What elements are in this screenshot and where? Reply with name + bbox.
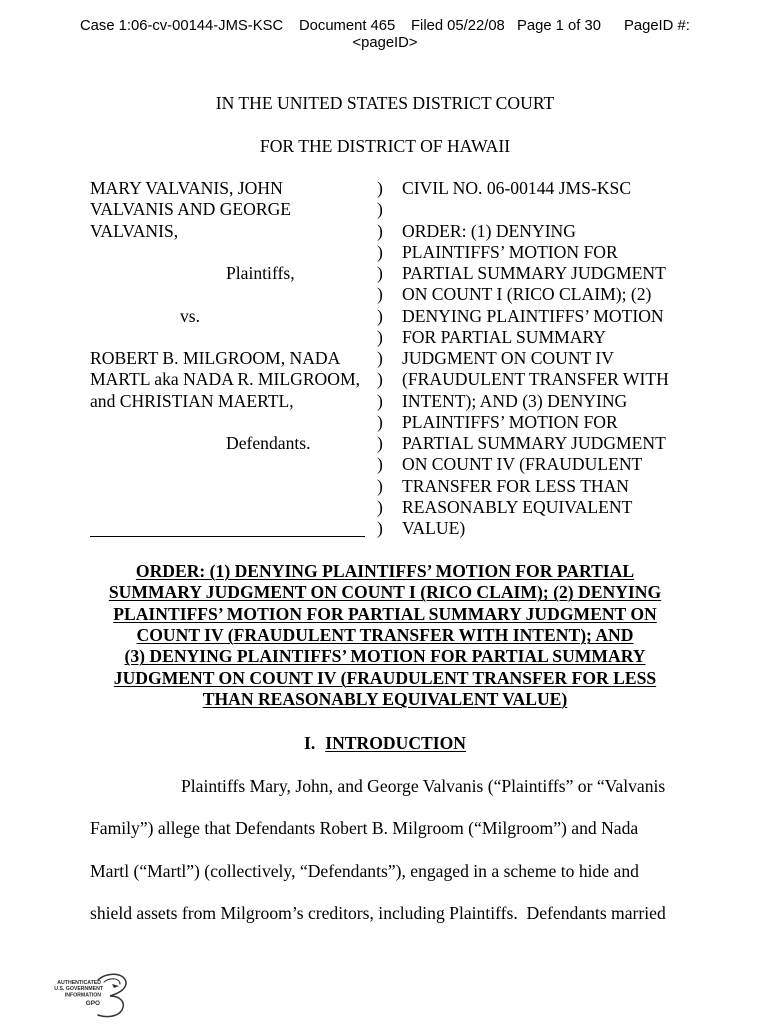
caption-row [0, 476, 770, 497]
body-line: Martl (“Martl”) (collectively, “Defendants”), engaged in a scheme to hide and [90, 860, 639, 881]
caption-row [0, 369, 770, 390]
caption-row [0, 412, 770, 433]
order-caption-line: (FRAUDULENT TRANSFER WITH [402, 369, 669, 390]
caption-separator: ) [377, 390, 383, 411]
gpo-authentication-logo [40, 970, 130, 1020]
page-id-value: <pageID> [352, 35, 418, 51]
caption-separator: ) [377, 199, 383, 220]
order-title-line: SUMMARY JUDGMENT ON COUNT I (RICO CLAIM); (2) DENYING [108, 582, 662, 603]
order-caption-line: ON COUNT IV (FRAUDULENT [402, 454, 643, 475]
court-district: FOR THE DISTRICT OF HAWAII [259, 136, 511, 156]
order-caption-line: REASONABLY EQUIVALENT [402, 496, 633, 517]
page-number: Page 1 of 30 [517, 18, 601, 34]
caption-separator: ) [377, 433, 383, 453]
order-caption-line: DENYING PLAINTIFFS’ MOTION [402, 305, 664, 326]
body-line: shield assets from Milgroom’s creditors, including Plaintiffs. Defendants married [90, 902, 666, 923]
gpo-logo-line: U.S. GOVERNMENT [54, 986, 103, 992]
filed-date: Filed 05/22/08 [411, 18, 505, 34]
caption-row [0, 199, 770, 220]
section-title: INTRODUCTION [325, 733, 467, 753]
order-caption-line: PARTIAL SUMMARY JUDGMENT [402, 433, 666, 453]
caption-separator: ) [377, 475, 383, 496]
plaintiff-name-line: MARY VALVANIS, JOHN [90, 178, 283, 198]
body-line: Family”) allege that Defendants Robert B. Milgroom (“Milgroom”) and Nada [90, 818, 639, 839]
caption-row [0, 221, 770, 242]
page-id-label: PageID #: [624, 18, 690, 34]
caption-separator: ) [377, 178, 383, 198]
order-caption-line: PLAINTIFFS’ MOTION FOR [402, 241, 618, 262]
caption-separator: ) [377, 284, 383, 305]
order-caption-line: ON COUNT I (RICO CLAIM); (2) [402, 284, 652, 305]
order-title-line: ORDER: (1) DENYING PLAINTIFFS’ MOTION FOR PARTIAL [135, 561, 635, 581]
section-heading [0, 733, 770, 754]
caption-separator: ) [377, 220, 383, 241]
order-title-line: JUDGMENT ON COUNT IV (FRAUDULENT TRANSFER FOR LESS [113, 667, 657, 688]
caption-separator: ) [377, 326, 383, 347]
gpo-eagle-beak-icon [112, 984, 119, 988]
order-caption-line: INTENT); AND (3) DENYING [402, 390, 628, 411]
caption-rule [90, 536, 365, 537]
caption-row [0, 284, 770, 305]
defendant-name-line: and CHRISTIAN MAERTL, [90, 390, 294, 411]
gpo-eagle-icon [98, 974, 126, 1016]
caption-row [0, 327, 770, 348]
caption-separator: ) [377, 518, 383, 538]
section-number: I. [303, 733, 316, 753]
caption-separator: ) [377, 263, 383, 283]
body-line: Plaintiffs Mary, John, and George Valvanis (“Plaintiffs” or “Valvanis [181, 776, 666, 796]
civil-number: CIVIL NO. 06-00144 JMS-KSC [402, 178, 632, 198]
caption-row [0, 306, 770, 327]
caption-separator: ) [377, 241, 383, 262]
order-title-line: PLAINTIFFS’ MOTION FOR PARTIAL SUMMARY JUDGMENT ON [113, 603, 657, 624]
plaintiff-name-line: VALVANIS AND GEORGE [90, 199, 292, 220]
defendants-role: Defendants. [226, 433, 311, 453]
caption-row [0, 497, 770, 518]
caption-separator: ) [377, 305, 383, 326]
order-caption-line: JUDGMENT ON COUNT IV [402, 348, 614, 368]
order-title-line: COUNT IV (FRAUDULENT TRANSFER WITH INTENT); AND [136, 624, 634, 645]
order-caption-line: VALUE) [402, 518, 466, 538]
order-title [0, 561, 770, 710]
caption-separator: ) [377, 454, 383, 475]
order-title-line: (3) DENYING PLAINTIFFS’ MOTION FOR PARTIAL SUMMARY [124, 646, 646, 667]
order-caption-line: ORDER: (1) DENYING [402, 220, 576, 241]
plaintiffs-role: Plaintiffs, [226, 263, 295, 283]
gpo-eagle-inner-icon [104, 979, 120, 984]
plaintiff-name-line: VALVANIS, [90, 220, 179, 241]
caption-separator: ) [377, 411, 383, 432]
versus-label: vs. [180, 305, 201, 326]
order-caption-line: FOR PARTIAL SUMMARY [402, 326, 606, 347]
order-title-line: THAN REASONABLY EQUIVALENT VALUE) [202, 688, 568, 709]
caption-row [0, 454, 770, 475]
court-name: IN THE UNITED STATES DISTRICT COURT [215, 93, 555, 113]
order-caption-line: TRANSFER FOR LESS THAN [402, 475, 629, 496]
caption-row [0, 242, 770, 263]
caption-separator: ) [377, 348, 383, 368]
caption-row [0, 348, 770, 369]
case-number: Case 1:06-cv-00144-JMS-KSC [80, 18, 284, 34]
defendant-name-line: MARTL aka NADA R. MILGROOM, [90, 369, 361, 390]
body-paragraph [0, 765, 770, 934]
order-caption-line: PLAINTIFFS’ MOTION FOR [402, 411, 618, 432]
caption-row [0, 433, 770, 454]
caption-row [0, 391, 770, 412]
order-caption-line: PARTIAL SUMMARY JUDGMENT [402, 263, 666, 283]
caption-separator: ) [377, 369, 383, 390]
caption-separator: ) [377, 496, 383, 517]
case-caption [0, 178, 770, 540]
defendant-name-line: ROBERT B. MILGROOM, NADA [90, 348, 341, 368]
caption-row [0, 263, 770, 284]
gpo-logo-line: GPO [85, 1000, 100, 1007]
document-number: Document 465 [299, 18, 396, 34]
gpo-logo-line: INFORMATION [64, 992, 101, 999]
gpo-logo-line: AUTHENTICATED [57, 980, 101, 986]
caption-row [0, 178, 770, 199]
